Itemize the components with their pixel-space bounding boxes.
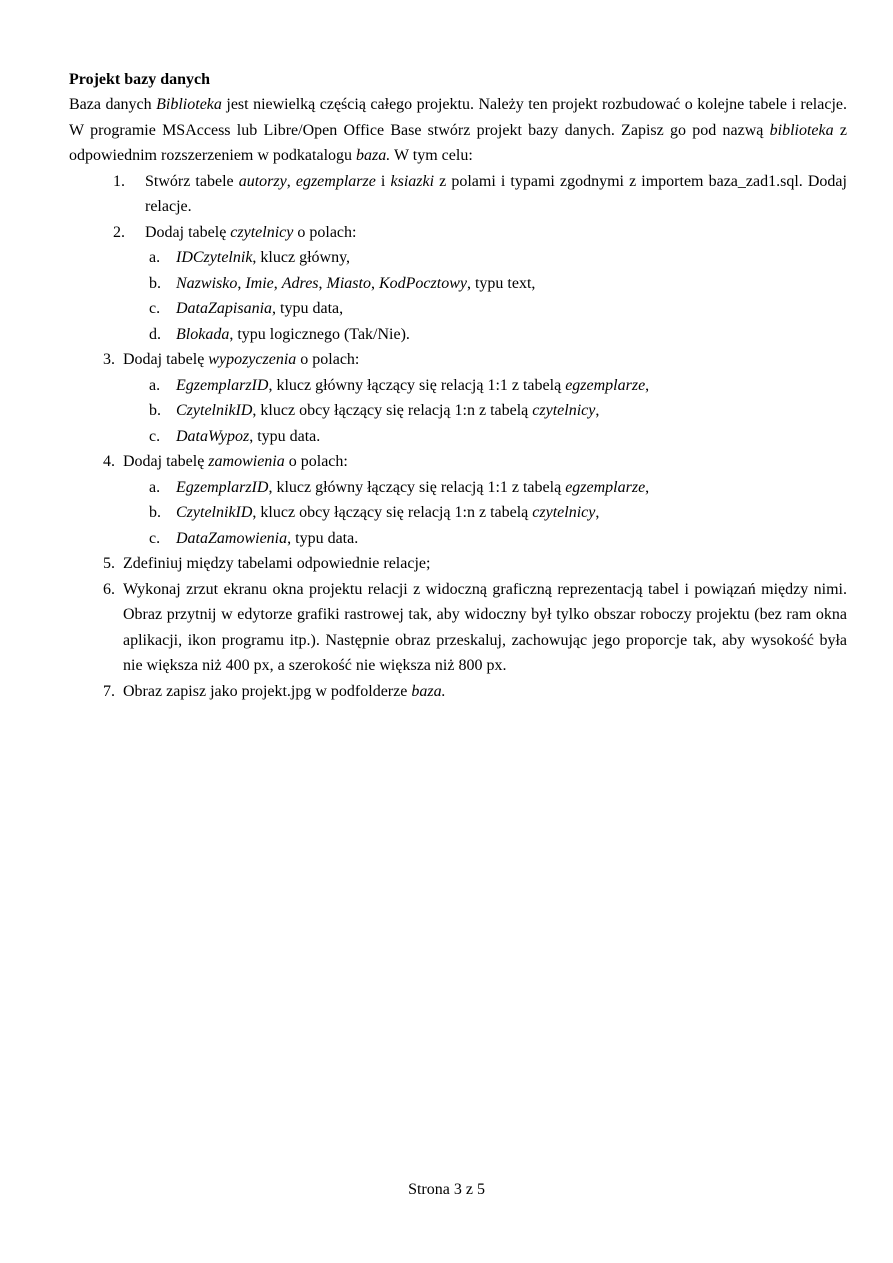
field-desc: , klucz główny łączący się relacją 1:1 z tabelą — [268, 376, 566, 394]
table-name: wypozyczenia — [208, 351, 297, 368]
task-number: 4. — [103, 453, 115, 470]
field-desc: , — [595, 402, 600, 419]
field-desc: , — [595, 504, 600, 521]
task-item-2 — [69, 220, 847, 348]
field-name: Blokada — [176, 325, 230, 343]
task-item-6 — [69, 577, 847, 679]
field-desc: , typu text, — [466, 274, 536, 292]
task-text: Zdefiniuj między tabelami odpowiednie relacje; — [123, 555, 431, 572]
field-list — [123, 475, 847, 552]
field-name: Imie — [245, 274, 274, 292]
table-name: ksiazki — [390, 172, 435, 190]
field-letter: c. — [149, 300, 161, 317]
field-name: DataZapisania — [176, 300, 273, 317]
task-text: Dodaj tabelę — [145, 223, 231, 241]
task-text: Dodaj tabelę — [123, 453, 209, 470]
field-name: IDCzytelnik — [176, 249, 253, 266]
task-list — [69, 169, 847, 705]
task-number: 6. — [103, 580, 115, 598]
task-number: 5. — [103, 555, 115, 572]
field-desc: , — [645, 376, 650, 394]
field-letter: c. — [149, 427, 161, 445]
task-number: 7. — [103, 682, 115, 700]
table-name: egzemplarze — [565, 478, 646, 496]
field-letter: b. — [149, 274, 161, 292]
field-desc: , klucz obcy łączący się relacją 1:n z tabelą — [252, 504, 533, 521]
task-item-4 — [69, 449, 847, 551]
field-letter: d. — [149, 325, 161, 343]
field-name: DataWypoz — [176, 427, 250, 445]
task-text: Dodaj tabelę — [123, 351, 209, 368]
page-number: Strona 3 z 5 — [408, 1181, 485, 1198]
field-item — [69, 398, 847, 424]
task-number: 3. — [103, 351, 115, 368]
intro-text: Baza danych — [69, 96, 157, 113]
field-list — [123, 373, 847, 450]
field-desc: , klucz główny łączący się relacją 1:1 z tabelą — [268, 478, 566, 496]
field-desc: , — [273, 274, 282, 292]
task-text: i — [375, 172, 391, 190]
intro-paragraph — [69, 92, 847, 169]
field-desc: , klucz główny, — [252, 249, 351, 266]
field-letter: b. — [149, 504, 161, 521]
field-name: DataZamowienia — [176, 529, 288, 547]
field-item — [69, 500, 847, 526]
intro-folder-name: baza. — [356, 147, 391, 164]
field-item — [69, 475, 847, 501]
intro-text: jest niewielką częścią całego projektu. Należy ten projekt rozbudować o kolejne tabele i relacje. W programie MSAccess lub Libre/Open Office Base stwórz projekt bazy danych. Zapisz go pod nazwą — [69, 96, 847, 139]
field-name: EgzemplarzID — [176, 478, 269, 496]
task-number: 1. — [113, 172, 125, 190]
field-item — [69, 373, 847, 399]
task-text: , — [286, 172, 296, 190]
field-letter: a. — [149, 478, 161, 496]
field-letter: b. — [149, 402, 161, 419]
intro-db-name: Biblioteka — [156, 96, 222, 113]
field-desc: , typu logicznego (Tak/Nie). — [229, 325, 410, 343]
field-item — [69, 424, 847, 450]
task-text: o polach: — [293, 223, 357, 241]
task-item-3 — [69, 347, 847, 449]
folder-name: baza. — [411, 682, 446, 700]
document-body — [69, 68, 847, 704]
section-title: Projekt bazy danych — [69, 71, 211, 88]
field-desc: , — [318, 274, 327, 292]
field-name: Miasto — [326, 274, 371, 292]
field-item — [69, 526, 847, 552]
field-letter: c. — [149, 529, 161, 547]
task-text: o polach: — [284, 453, 348, 470]
table-name: czytelnicy — [230, 223, 294, 241]
table-name: zamowienia — [208, 453, 285, 470]
intro-file-name: biblioteka — [769, 121, 834, 139]
field-item — [69, 271, 847, 297]
table-name: czytelnicy — [532, 402, 596, 419]
field-desc: , — [645, 478, 650, 496]
field-list — [145, 245, 847, 347]
field-desc: , typu data. — [249, 427, 321, 445]
task-text: z polami i typami zgodnymi z importem baza_zad1.sql. Dodaj relacje. — [145, 172, 847, 215]
field-desc: , — [237, 274, 246, 292]
field-name: Nazwisko — [176, 274, 238, 292]
task-number: 2. — [113, 223, 125, 241]
task-item-5 — [69, 551, 847, 577]
task-item-1 — [69, 169, 847, 220]
field-letter: a. — [149, 376, 161, 394]
field-desc: , typu data. — [287, 529, 359, 547]
task-item-7 — [69, 679, 847, 705]
table-name: czytelnicy — [532, 504, 596, 521]
field-name: EgzemplarzID — [176, 376, 269, 394]
task-text: Stwórz tabele — [145, 172, 239, 190]
field-desc: , typu data, — [272, 300, 344, 317]
table-name: autorzy — [238, 172, 287, 190]
field-name: CzytelnikID — [176, 504, 253, 521]
intro-text: z odpowiednim rozszerzeniem w podkatalogu — [69, 121, 847, 164]
field-desc: , klucz obcy łączący się relacją 1:n z tabelą — [252, 402, 533, 419]
field-name: KodPocztowy — [378, 274, 467, 292]
task-text: Wykonaj zrzut ekranu okna projektu relacji z widoczną graficzną reprezentacją tabel i powiązań między nimi. Obraz przytnij w edytorze grafiki rastrowej tak, aby widoczny był tylko obszar roboczy projektu (bez ram okna aplikacji, ikon programu itp.). Następnie obraz przeskaluj, zachowując jego proporcje tak, aby wysokość była nie większa niż 400 px, a szerokość nie większa niż 800 px. — [123, 580, 847, 674]
field-name: Adres — [281, 274, 319, 292]
table-name: egzemplarze — [565, 376, 646, 394]
field-item — [69, 322, 847, 348]
field-name: CzytelnikID — [176, 402, 253, 419]
table-name: egzemplarze — [295, 172, 376, 190]
field-item — [69, 245, 847, 271]
intro-text: W tym celu: — [390, 147, 473, 164]
field-letter: a. — [149, 249, 161, 266]
task-text: o polach: — [296, 351, 360, 368]
field-item — [69, 296, 847, 322]
field-desc: , — [370, 274, 379, 292]
task-text: Obraz zapisz jako projekt.jpg w podfolderze — [123, 682, 412, 700]
